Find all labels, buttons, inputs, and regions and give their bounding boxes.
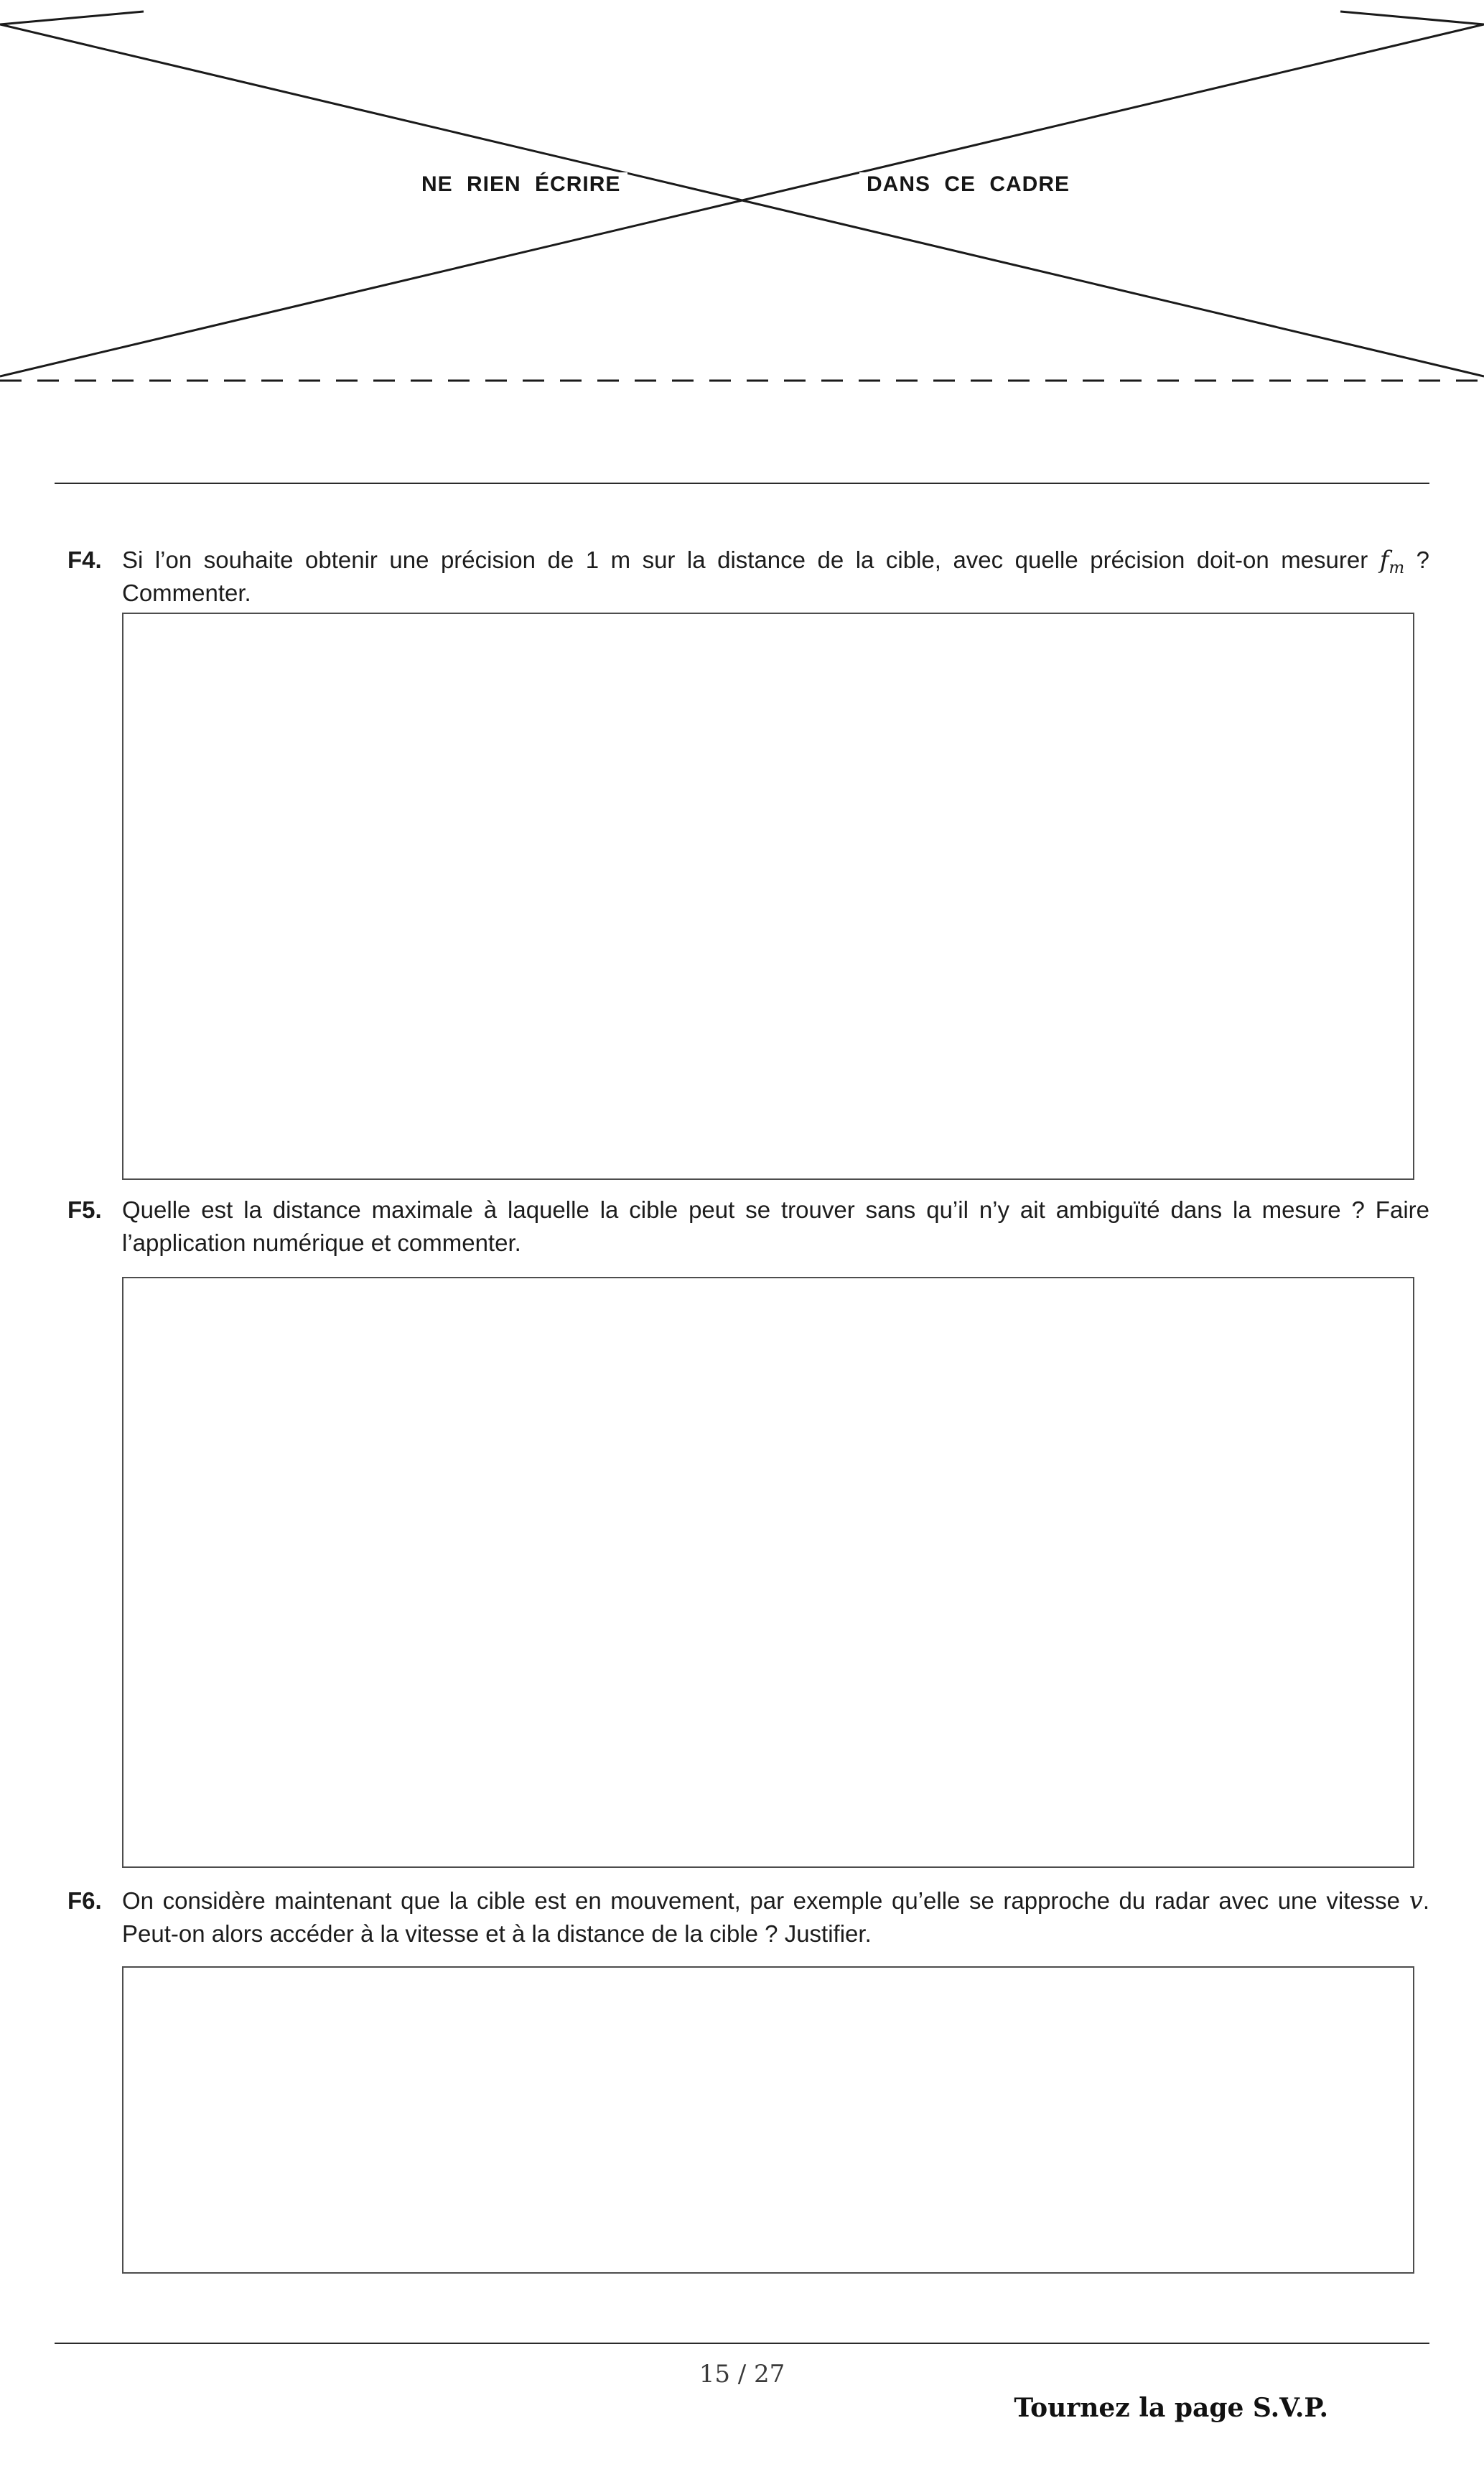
question-f6	[67, 1884, 1429, 2274]
math-subscript-m: m	[1389, 559, 1405, 577]
do-not-write-frame	[0, 0, 1484, 391]
answer-box-f6[interactable]	[122, 1966, 1414, 2274]
question-f5-text	[122, 1194, 1429, 1260]
question-f4-text-part1: Si l’on souhaite obtenir une précision de 1 m sur la distance de la cible, avec quelle précision doit-on mesurer	[122, 547, 1380, 573]
question-f5	[67, 1194, 1429, 1868]
question-f5-label: F5.	[67, 1196, 102, 1223]
frame-label-ne-rien-ecrire: NE RIEN ÉCRIRE	[414, 172, 627, 197]
question-f6-text	[122, 1884, 1429, 1950]
question-f6-label: F6.	[67, 1887, 102, 1914]
math-symbol-v: v	[1409, 1887, 1423, 1915]
bottom-rule	[55, 2343, 1429, 2344]
top-rule	[55, 483, 1429, 484]
question-f4-text-part2: ? Commenter.	[122, 547, 1429, 606]
answer-box-f4[interactable]	[122, 613, 1414, 1180]
question-f5-text-part1: Quelle est la distance maximale à laquelle la cible peut se trouver sans qu’il n’y ait ambiguïté dans la mesure ? Faire l’application numérique et commenter.	[122, 1196, 1429, 1256]
frame-label-dans-ce-cadre: DANS CE CADRE	[859, 172, 1077, 197]
question-f6-text-part2: . Peut-on alors accéder à la vitesse et à la distance de la cible ? Justifier.	[122, 1887, 1429, 1947]
question-f6-text-part1: On considère maintenant que la cible est en mouvement, par exemple qu’elle se rapproche du radar avec une vitesse	[122, 1887, 1409, 1914]
math-symbol-fm: f	[1379, 546, 1389, 575]
dashed-separator	[0, 376, 1484, 385]
turn-page-note: Tournez la page S.V.P.	[1014, 2393, 1328, 2423]
question-f4	[67, 544, 1429, 1180]
page-number: 15 / 27	[699, 2360, 785, 2389]
question-f4-text	[122, 544, 1429, 610]
question-f4-label: F4.	[67, 547, 102, 573]
answer-box-f5[interactable]	[122, 1277, 1414, 1868]
